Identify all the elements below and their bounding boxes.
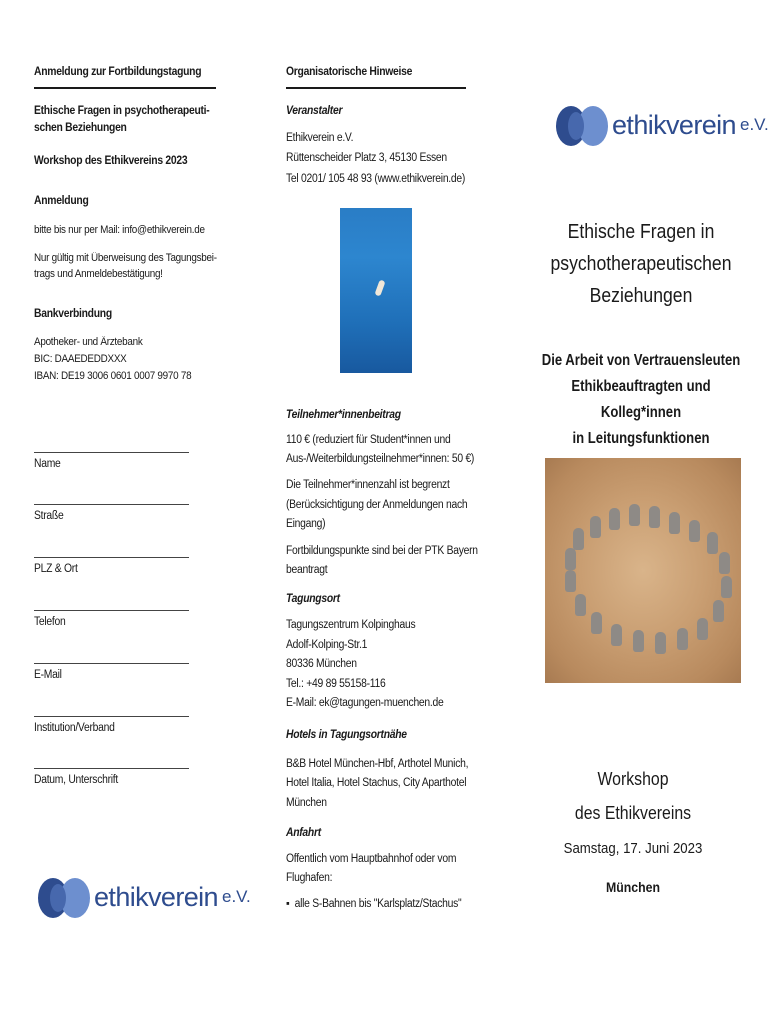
subtitle-line-2: Ethikbeauftragten und Kolleg*innen <box>571 378 711 421</box>
points-line-2: beantragt <box>286 564 328 576</box>
workshop-block <box>551 762 715 830</box>
ort-title: Tagungsort <box>286 593 340 605</box>
validity-line-1: Nur gültig mit Überweisung des Tagungsbei- <box>34 252 217 264</box>
anfahrt-title: Anfahrt <box>286 827 321 839</box>
institution-line[interactable] <box>34 716 189 717</box>
logo-word: ethikverein <box>612 109 736 140</box>
beitrag-line-2: Aus-/Weiterbildungsteilnehmer*innen: 50 €) <box>286 453 475 465</box>
bank-bic: BIC: DAAEDEDDXXX <box>34 353 127 365</box>
main-title-line-1: Ethische Fragen in <box>567 221 715 243</box>
veranstalter-title: Veranstalter <box>286 105 343 117</box>
bullet-icon: ▪ <box>286 898 295 910</box>
logo-suffix: e.V. <box>221 887 251 906</box>
limit-line-3: Eingang) <box>286 518 326 530</box>
name-line[interactable] <box>34 452 189 453</box>
ort-street: Adolf-Kolping-Str.1 <box>286 639 368 651</box>
name-label: Name <box>34 458 61 470</box>
limit-line-1: Die Teilnehmer*innenzahl ist begrenzt <box>286 479 450 491</box>
workshop-line-1: Workshop <box>597 769 669 789</box>
veranstalter-tel: Tel 0201/ 105 48 93 (www.ethikverein.de) <box>286 173 466 185</box>
institution-label: Institution/Verband <box>34 722 115 734</box>
anmeldung-text: bitte bis nur per Mail: info@ethikverein.de <box>34 224 205 236</box>
validity-line-2: trags und Anmeldebestätigung! <box>34 268 163 280</box>
phone-line[interactable] <box>34 610 189 611</box>
bank-name: Apotheker- und Ärztebank <box>34 336 143 348</box>
anfahrt-line-1: Öffentlich vom Hauptbahnhof oder vom <box>286 853 457 865</box>
subtitle-line-1: Die Arbeit von Vertrauensleuten <box>541 352 741 369</box>
anfahrt-bullet-item <box>286 896 461 913</box>
street-label: Straße <box>34 510 64 522</box>
veranstalter-address: Rüttenscheider Platz 3, 45130 Essen <box>286 152 447 164</box>
org-rule <box>286 87 466 89</box>
veranstalter-name: Ethikverein e.V. <box>286 132 354 144</box>
hotels-title: Hotels in Tagungsortnähe <box>286 729 407 741</box>
points-line-1: Fortbildungspunkte sind bei der PTK Bayern <box>286 545 478 557</box>
topic-line-1: Ethische Fragen in psychotherapeuti- <box>34 105 210 117</box>
city-line[interactable] <box>34 557 189 558</box>
ort-city: 80336 München <box>286 658 357 670</box>
header-rule <box>34 87 216 89</box>
sculpture-circle-photo <box>545 458 741 683</box>
swimmer-photo <box>340 208 412 373</box>
subtitle-line-3: in Leitungsfunktionen <box>572 430 710 447</box>
workshop-line-2: des Ethikvereins <box>574 803 692 823</box>
signature-line[interactable] <box>34 768 189 769</box>
workshop-year: Workshop des Ethikvereins 2023 <box>34 155 188 167</box>
subtitle <box>534 348 749 452</box>
ethikverein-logo-top <box>556 104 769 146</box>
main-title <box>542 216 741 312</box>
event-city: München <box>605 879 661 895</box>
anmeldung-title: Anmeldung <box>34 195 89 207</box>
logo-suffix: e.V. <box>739 115 769 134</box>
ort-mail: E-Mail: ek@tagungen-muenchen.de <box>286 697 444 709</box>
logo-word: ethikverein <box>94 881 218 912</box>
logo-circles-icon <box>556 104 612 146</box>
phone-label: Telefon <box>34 616 66 628</box>
topic-line-2: schen Beziehungen <box>34 122 127 134</box>
hotels-line-3: München <box>286 797 327 809</box>
main-title-line-2: psychotherapeutischen <box>550 253 732 275</box>
email-label: E-Mail <box>34 669 62 681</box>
hotels-line-1: B&B Hotel München-Hbf, Arthotel Munich, <box>286 758 469 770</box>
ort-name: Tagungszentrum Kolpinghaus <box>286 619 416 631</box>
bank-iban: IBAN: DE19 3006 0601 0007 9970 78 <box>34 370 192 382</box>
email-line[interactable] <box>34 663 189 664</box>
registration-header: Anmeldung zur Fortbildungstagung <box>34 66 202 78</box>
bank-title: Bankverbindung <box>34 308 112 320</box>
main-title-line-3: Beziehungen <box>589 285 693 307</box>
limit-line-2: (Berücksichtigung der Anmeldungen nach <box>286 499 468 511</box>
event-date: Samstag, 17. Juni 2023 <box>563 840 703 857</box>
org-header: Organisatorische Hinweise <box>286 66 413 78</box>
logo-circles-icon <box>38 876 94 918</box>
swimmer-figure <box>374 279 385 296</box>
ethikverein-logo-bottom <box>38 876 251 918</box>
ort-tel: Tel.: +49 89 55158-116 <box>286 678 386 690</box>
beitrag-title: Teilnehmer*innenbeitrag <box>286 409 401 421</box>
hotels-line-2: Hotel Italia, Hotel Stachus, City Aparthotel <box>286 777 467 789</box>
signature-label: Datum, Unterschrift <box>34 774 119 786</box>
beitrag-line-1: 110 € (reduziert für Student*innen und <box>286 434 451 446</box>
city-label: PLZ & Ort <box>34 563 78 575</box>
street-line[interactable] <box>34 504 189 505</box>
anfahrt-line-2: Flughafen: <box>286 872 333 884</box>
anfahrt-bullet-text: alle S-Bahnen bis "Karlsplatz/Stachus" <box>294 898 462 910</box>
